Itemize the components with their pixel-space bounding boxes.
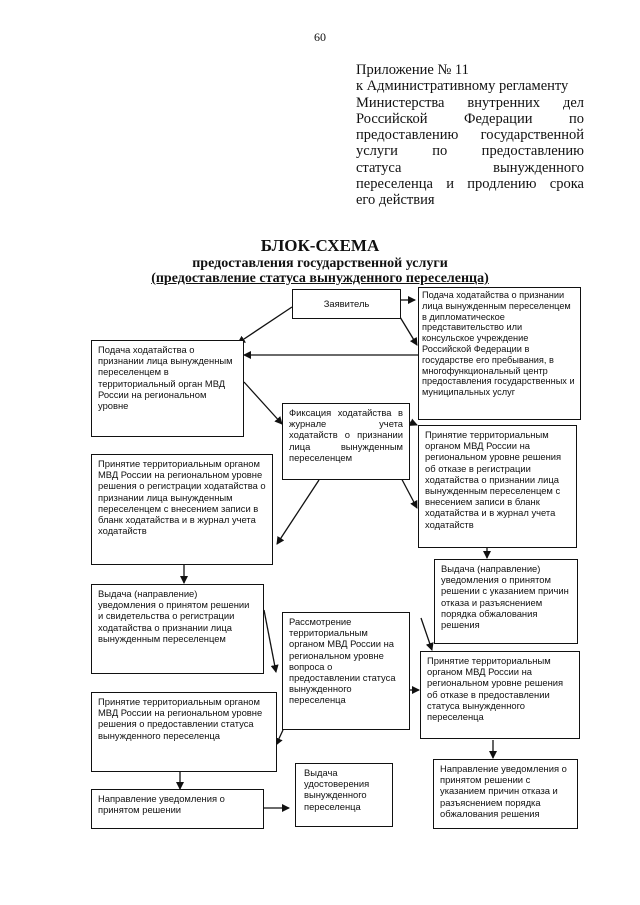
appendix-line: его действия bbox=[356, 192, 435, 209]
appendix-line: услуги по предоставлению bbox=[356, 143, 584, 160]
box-regional-submission: Подача ходатайства о признании лица вынужденным переселенцем в территориальный орган МВД России на региональном уровне bbox=[91, 340, 244, 437]
diagram-subtitle-1: предоставления государственной услуги bbox=[192, 256, 448, 271]
arrow bbox=[400, 317, 417, 345]
arrow bbox=[238, 307, 292, 343]
appendix-line: статуса вынужденного bbox=[356, 159, 584, 176]
box-embassy-submission: Подача ходатайства о признании лица вынужденным переселенцем в дипломатическое представительство или консульское учреждение Российской Федерации в государстве его пребывания, в многофункциональный центр предоставления государственных и муниципальных услуг bbox=[418, 287, 581, 420]
arrow bbox=[421, 618, 432, 650]
arrow bbox=[264, 610, 276, 672]
box-applicant: Заявитель bbox=[292, 289, 401, 319]
box-grant-status: Принятие территориальным органом МВД России на региональном уровне решения о предоставлении статуса вынужденного переселенца bbox=[91, 692, 277, 772]
appendix-line: к Административному регламенту bbox=[356, 78, 569, 95]
box-consideration: Рассмотрение территориальным органом МВД России на региональном уровне вопроса о предоставлении статуса вынужденного переселенца bbox=[282, 612, 410, 730]
page-number: 60 bbox=[314, 30, 326, 44]
appendix-line: Приложение № 11 bbox=[356, 62, 469, 78]
box-send-notice: Направление уведомления о принятом решении bbox=[91, 789, 264, 829]
diagram-subtitle-2: (предоставление статуса вынужденного переселенца) bbox=[151, 271, 489, 286]
appendix-line: Российской Федерации по bbox=[356, 110, 584, 127]
box-register-decision: Принятие территориальным органом МВД России на региональном уровне решения о регистрации ходатайства о признании лица вынужденным переселенцем с внесением записи в бланк ходатайства и в журнал учета ходатайств bbox=[91, 454, 273, 565]
box-notice-certificate: Выдача (направление) уведомления о принятом решении и свидетельства о регистрации ходатайства о признании лица вынужденным переселенцем bbox=[91, 584, 264, 674]
box-refuse-registration: Принятие территориальным органом МВД России на региональном уровне решения об отказе в регистрации ходатайства о признании лица вынужденным переселенцем с внесением записи в бланк ходатайства и в журнал учета ходатайств bbox=[418, 425, 577, 548]
arrow bbox=[276, 730, 283, 745]
appendix-line: Министерства внутренних дел bbox=[356, 94, 584, 111]
box-issue-certificate: Выдача удостоверения вынужденного переселенца bbox=[295, 763, 393, 827]
box-refuse-status: Принятие территориальным органом МВД России на региональном уровне решения об отказе в предоставлении статуса вынужденного переселенца bbox=[420, 651, 580, 739]
arrow bbox=[277, 480, 319, 544]
arrow bbox=[244, 382, 282, 424]
appendix-line: переселенца и продлению срока bbox=[356, 176, 584, 193]
appendix-line: предоставлению государственной bbox=[356, 127, 584, 144]
diagram-title: БЛОК-СХЕМА bbox=[260, 236, 380, 255]
arrow bbox=[410, 422, 417, 425]
box-send-refusal-notice: Направление уведомления о принятом решении с указанием причин отказа и разъяснением порядка обжалования решения bbox=[433, 759, 578, 829]
box-refusal-notice: Выдача (направление) уведомления о принятом решении с указанием причин отказа и разъяснением порядка обжалования решения bbox=[434, 559, 578, 644]
box-fixation: Фиксация ходатайства в журнале учета ходатайств о признании лица вынужденным переселенцем bbox=[282, 403, 410, 480]
